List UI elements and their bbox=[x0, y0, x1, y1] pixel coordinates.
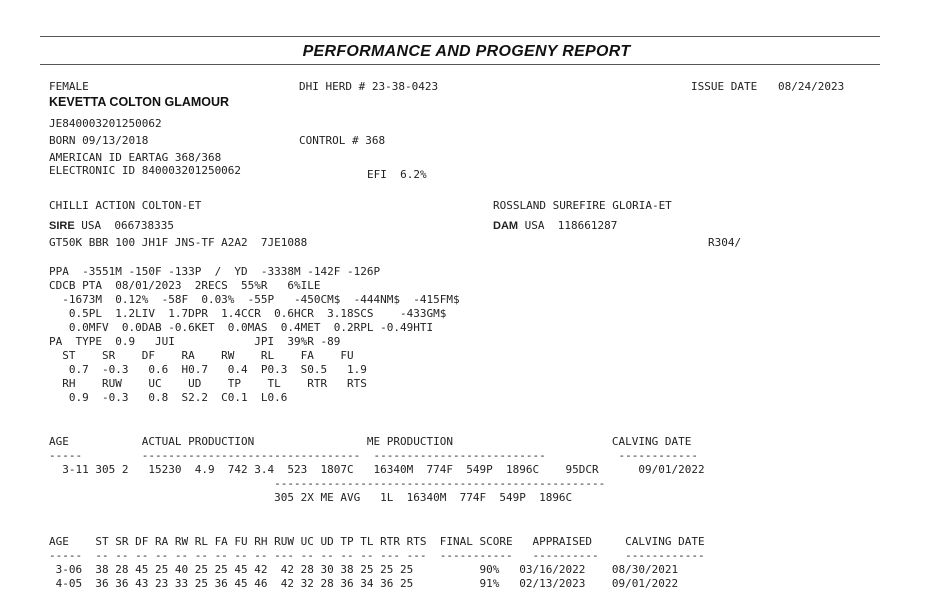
sire-line bbox=[49, 219, 174, 233]
production-avg: 305 2X ME AVG 1L 16340M 774F 549P 1896C bbox=[49, 491, 573, 504]
report-title: PERFORMANCE AND PROGENY REPORT bbox=[302, 43, 631, 60]
genetics-line: PA TYPE 0.9 JUI JPI 39%R -89 bbox=[49, 335, 341, 348]
dhi-herd: DHI HERD # 23-38-0423 bbox=[299, 80, 439, 93]
control-number: CONTROL # 368 bbox=[299, 134, 386, 147]
animal-born: BORN 09/13/2018 bbox=[49, 134, 149, 147]
dam-line bbox=[493, 219, 617, 233]
issue-date-label: ISSUE DATE bbox=[691, 80, 758, 93]
sire-label: SIRE bbox=[49, 220, 75, 232]
production-rule: ----- --------------------------------- -------------------------- ------------ bbox=[49, 449, 699, 462]
sire-name: CHILLI ACTION COLTON-ET bbox=[49, 199, 202, 212]
r304-code: R304/ bbox=[708, 236, 742, 249]
production-row: 3-11 305 2 15230 4.9 742 3.4 523 1807C 16340M 774F 549P 1896C 95DCR 09/01/2022 bbox=[49, 463, 705, 476]
production-avg-rule: -------------------------------------------------- bbox=[49, 477, 606, 490]
genetics-line: 0.5PL 1.2LIV 1.7DPR 1.4CCR 0.6HCR 3.18SCS -433GM$ bbox=[49, 307, 447, 320]
title-rule bbox=[40, 64, 880, 65]
genetics-line: 0.0MFV 0.0DAB -0.6KET 0.0MAS 0.4MET 0.2RPL -0.49HTI bbox=[49, 321, 434, 334]
sire-codes: GT50K BBR 100 JH1F JNS-TF A2A2 7JE1088 bbox=[49, 236, 308, 249]
genetics-line: -1673M 0.12% -58F 0.03% -55P -450CM$ -444NM$ -415FM$ bbox=[49, 293, 460, 306]
genetics-line: CDCB PTA 08/01/2023 2RECS 55%R 6%ILE bbox=[49, 279, 321, 292]
genetics-line: 0.9 -0.3 0.8 S2.2 C0.1 L0.6 bbox=[49, 391, 288, 404]
electronic-id: ELECTRONIC ID 840003201250062 bbox=[49, 164, 242, 177]
top-rule bbox=[40, 36, 880, 37]
efi-value: EFI 6.2% bbox=[367, 168, 427, 181]
classification-row: 3-06 38 28 45 25 40 25 25 45 42 42 28 30 38 25 25 25 90% 03/16/2022 08/30/2021 bbox=[49, 563, 679, 576]
classification-header: AGE ST SR DF RA RW RL FA FU RH RUW UC UD TP TL RTR RTS FINAL SCORE APPRAISED CALVING DATE bbox=[49, 535, 705, 548]
production-header: AGE ACTUAL PRODUCTION ME PRODUCTION CALVING DATE bbox=[49, 435, 692, 448]
dam-id: USA 118661287 bbox=[518, 219, 618, 232]
american-id: AMERICAN ID EARTAG 368/368 bbox=[49, 151, 222, 164]
classification-rule: ----- -- -- -- -- -- -- -- -- -- --- -- -- -- -- --- --- ----------- ---------- ------------ bbox=[49, 549, 705, 562]
genetics-line: PPA -3551M -150F -133P / YD -3338M -142F -126P bbox=[49, 265, 381, 278]
genetics-line: 0.7 -0.3 0.6 H0.7 0.4 P0.3 S0.5 1.9 bbox=[49, 363, 367, 376]
genetics-line: RH RUW UC UD TP TL RTR RTS bbox=[49, 377, 367, 390]
animal-reg-id: JE840003201250062 bbox=[49, 117, 162, 130]
genetics-line: ST SR DF RA RW RL FA FU bbox=[49, 349, 354, 362]
classification-row: 4-05 36 36 43 23 33 25 36 45 46 42 32 28 36 34 36 25 91% 02/13/2023 09/01/2022 bbox=[49, 577, 679, 590]
issue-date: 08/24/2023 bbox=[778, 80, 845, 93]
dam-label: DAM bbox=[493, 220, 519, 232]
animal-name: KEVETTA COLTON GLAMOUR bbox=[49, 95, 230, 109]
animal-sex: FEMALE bbox=[49, 80, 89, 93]
sire-id: USA 066738335 bbox=[74, 219, 175, 232]
dam-name: ROSSLAND SUREFIRE GLORIA-ET bbox=[493, 199, 672, 212]
